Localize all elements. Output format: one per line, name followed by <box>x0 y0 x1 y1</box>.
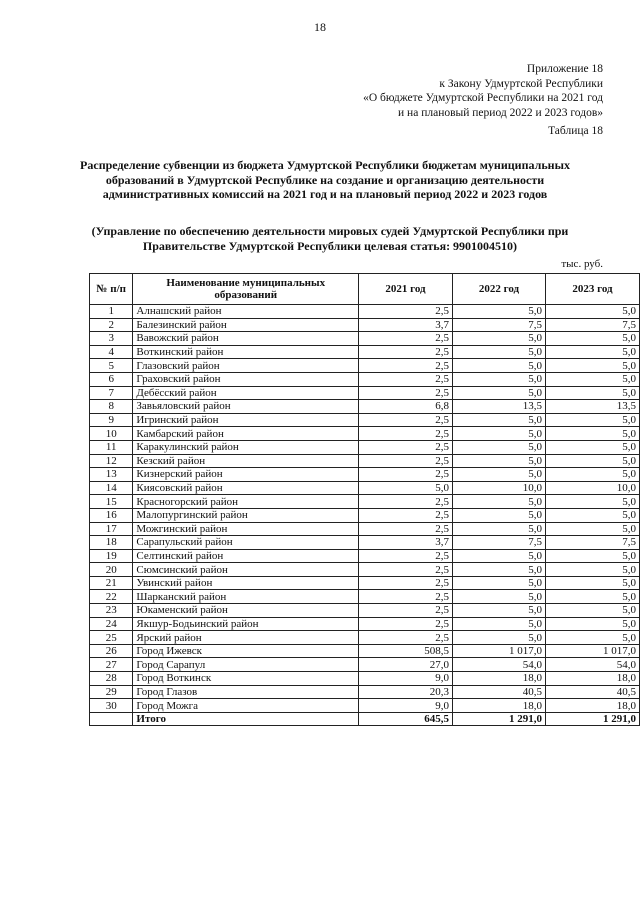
municipality-name: Вавожский район <box>133 332 359 346</box>
value-2022: 5,0 <box>453 508 546 522</box>
municipality-name: Город Ижевск <box>133 644 359 658</box>
value-2023: 18,0 <box>546 699 640 713</box>
row-number: 30 <box>90 699 133 713</box>
table-row <box>90 617 640 631</box>
table-row <box>90 359 640 373</box>
header-2022: 2022 год <box>453 274 546 305</box>
header-2023: 2023 год <box>546 274 640 305</box>
value-2023: 5,0 <box>546 332 640 346</box>
row-number: 24 <box>90 617 133 631</box>
annex-line: Приложение 18 <box>526 63 603 75</box>
value-2023: 1 017,0 <box>546 644 640 658</box>
value-2022: 5,0 <box>453 345 546 359</box>
value-2021: 2,5 <box>359 359 453 373</box>
value-2022: 1 291,0 <box>453 712 546 726</box>
row-number: 13 <box>90 468 133 482</box>
value-2022: 18,0 <box>453 672 546 686</box>
value-2023: 7,5 <box>546 536 640 550</box>
value-2021: 2,5 <box>359 440 453 454</box>
value-2021: 2,5 <box>359 563 453 577</box>
value-2021: 2,5 <box>359 413 453 427</box>
table-row <box>90 549 640 563</box>
value-2021: 2,5 <box>359 522 453 536</box>
document-title: Распределение субвенции из бюджета Удмуртской Республики бюджетам муниципальных образований в Удмуртской Республике на создание и организацию деятельности административных комиссий на 2021 год и на плановый период 2022 и 2023 годов <box>80 158 570 201</box>
distribution-table <box>89 273 640 726</box>
annex-line: к Закону Удмуртской Республики <box>439 77 603 90</box>
value-2022: 7,5 <box>453 536 546 550</box>
row-number: 2 <box>90 318 133 332</box>
value-2021: 2,5 <box>359 332 453 346</box>
value-2021: 2,5 <box>359 345 453 359</box>
row-number: 5 <box>90 359 133 373</box>
annex-line: и на плановый период 2022 и 2023 годов» <box>398 106 603 119</box>
table-row <box>90 427 640 441</box>
value-2021: 2,5 <box>359 508 453 522</box>
table-row <box>90 372 640 386</box>
municipality-name: Игринский район <box>133 413 359 427</box>
row-number: 16 <box>90 508 133 522</box>
row-number: 20 <box>90 563 133 577</box>
value-2023: 1 291,0 <box>546 712 640 726</box>
table-row <box>90 345 640 359</box>
municipality-name: Завьяловский район <box>133 400 359 414</box>
value-2021: 9,0 <box>359 672 453 686</box>
value-2022: 5,0 <box>453 372 546 386</box>
municipality-name: Киясовский район <box>133 481 359 495</box>
municipality-name: Малопургинский район <box>133 508 359 522</box>
value-2022: 5,0 <box>453 549 546 563</box>
value-2023: 5,0 <box>546 305 640 319</box>
value-2021: 9,0 <box>359 699 453 713</box>
value-2022: 5,0 <box>453 576 546 590</box>
value-2022: 5,0 <box>453 563 546 577</box>
total-row <box>90 712 640 726</box>
value-2021: 2,5 <box>359 549 453 563</box>
value-2022: 1 017,0 <box>453 644 546 658</box>
row-number: 27 <box>90 658 133 672</box>
units-label: тыс. руб. <box>561 258 603 270</box>
value-2022: 5,0 <box>453 305 546 319</box>
header-number: № п/п <box>90 274 133 305</box>
table-row <box>90 604 640 618</box>
value-2021: 2,5 <box>359 386 453 400</box>
municipality-name: Алнашский район <box>133 305 359 319</box>
municipality-name: Можгинский район <box>133 522 359 536</box>
value-2022: 5,0 <box>453 454 546 468</box>
value-2023: 5,0 <box>546 359 640 373</box>
row-number: 26 <box>90 644 133 658</box>
row-number: 8 <box>90 400 133 414</box>
value-2022: 10,0 <box>453 481 546 495</box>
table-row <box>90 631 640 645</box>
table-row <box>90 576 640 590</box>
value-2023: 5,0 <box>546 631 640 645</box>
value-2021: 27,0 <box>359 658 453 672</box>
municipality-name: Сарапульский район <box>133 536 359 550</box>
value-2023: 5,0 <box>546 604 640 618</box>
municipality-name: Камбарский район <box>133 427 359 441</box>
table-row <box>90 440 640 454</box>
value-2023: 5,0 <box>546 590 640 604</box>
row-number: 12 <box>90 454 133 468</box>
table-row <box>90 685 640 699</box>
total-label: Итого <box>133 712 359 726</box>
value-2023: 5,0 <box>546 563 640 577</box>
table-row <box>90 699 640 713</box>
municipality-name: Увинский район <box>133 576 359 590</box>
table-row <box>90 468 640 482</box>
annex-header <box>363 62 603 139</box>
value-2021: 2,5 <box>359 631 453 645</box>
value-2023: 10,0 <box>546 481 640 495</box>
row-number: 28 <box>90 672 133 686</box>
value-2023: 7,5 <box>546 318 640 332</box>
value-2021: 2,5 <box>359 576 453 590</box>
municipality-name: Кезский район <box>133 454 359 468</box>
value-2023: 5,0 <box>546 468 640 482</box>
annex-line: «О бюджете Удмуртской Республики на 2021 год <box>363 92 603 104</box>
row-number: 22 <box>90 590 133 604</box>
value-2022: 5,0 <box>453 522 546 536</box>
value-2023: 5,0 <box>546 549 640 563</box>
value-2021: 3,7 <box>359 318 453 332</box>
row-number: 11 <box>90 440 133 454</box>
value-2023: 5,0 <box>546 617 640 631</box>
municipality-name: Сюмсинский район <box>133 563 359 577</box>
value-2022: 40,5 <box>453 685 546 699</box>
table-row <box>90 644 640 658</box>
value-2022: 7,5 <box>453 318 546 332</box>
municipality-name: Город Можга <box>133 699 359 713</box>
table-row <box>90 386 640 400</box>
value-2021: 2,5 <box>359 427 453 441</box>
municipality-name: Балезинский район <box>133 318 359 332</box>
table-row <box>90 332 640 346</box>
municipality-name: Шарканский район <box>133 590 359 604</box>
value-2022: 18,0 <box>453 699 546 713</box>
header-name: Наименование муниципальных образований <box>133 274 359 305</box>
value-2021: 2,5 <box>359 604 453 618</box>
value-2021: 508,5 <box>359 644 453 658</box>
value-2022: 5,0 <box>453 631 546 645</box>
value-2023: 5,0 <box>546 372 640 386</box>
value-2022: 5,0 <box>453 359 546 373</box>
value-2023: 5,0 <box>546 440 640 454</box>
value-2023: 5,0 <box>546 508 640 522</box>
page-number: 18 <box>314 20 326 34</box>
value-2021: 2,5 <box>359 305 453 319</box>
value-2023: 13,5 <box>546 400 640 414</box>
municipality-name: Юкаменский район <box>133 604 359 618</box>
value-2022: 5,0 <box>453 332 546 346</box>
table-row <box>90 658 640 672</box>
municipality-name: Селтинский район <box>133 549 359 563</box>
table-row <box>90 672 640 686</box>
value-2023: 5,0 <box>546 345 640 359</box>
value-2021: 20,3 <box>359 685 453 699</box>
value-2022: 5,0 <box>453 440 546 454</box>
value-2023: 5,0 <box>546 454 640 468</box>
value-2022: 5,0 <box>453 495 546 509</box>
value-2021: 2,5 <box>359 590 453 604</box>
row-number: 25 <box>90 631 133 645</box>
row-number: 19 <box>90 549 133 563</box>
row-number: 14 <box>90 481 133 495</box>
value-2023: 5,0 <box>546 427 640 441</box>
value-2022: 5,0 <box>453 617 546 631</box>
value-2022: 5,0 <box>453 386 546 400</box>
row-number: 29 <box>90 685 133 699</box>
municipality-name: Граховский район <box>133 372 359 386</box>
municipality-name: Ярский район <box>133 631 359 645</box>
municipality-name: Город Сарапул <box>133 658 359 672</box>
value-2022: 5,0 <box>453 413 546 427</box>
value-2022: 54,0 <box>453 658 546 672</box>
table-label: Таблица 18 <box>548 125 603 137</box>
value-2021: 2,5 <box>359 617 453 631</box>
value-2023: 5,0 <box>546 413 640 427</box>
value-2023: 54,0 <box>546 658 640 672</box>
municipality-name: Город Глазов <box>133 685 359 699</box>
value-2022: 5,0 <box>453 590 546 604</box>
row-number: 23 <box>90 604 133 618</box>
municipality-name: Красногорский район <box>133 495 359 509</box>
value-2022: 5,0 <box>453 604 546 618</box>
table-row <box>90 522 640 536</box>
table-row <box>90 508 640 522</box>
table-header-row <box>90 274 640 305</box>
document-subtitle: (Управление по обеспечению деятельности мировых судей Удмуртской Республики при Правительстве Удмуртской Республики целевая статья: 9901004510) <box>91 224 569 253</box>
header-2021: 2021 год <box>359 274 453 305</box>
table-row <box>90 481 640 495</box>
value-2023: 40,5 <box>546 685 640 699</box>
value-2023: 5,0 <box>546 495 640 509</box>
value-2021: 3,7 <box>359 536 453 550</box>
value-2021: 2,5 <box>359 372 453 386</box>
value-2023: 5,0 <box>546 386 640 400</box>
value-2022: 13,5 <box>453 400 546 414</box>
value-2023: 18,0 <box>546 672 640 686</box>
municipality-name: Город Воткинск <box>133 672 359 686</box>
row-number: 10 <box>90 427 133 441</box>
row-number: 3 <box>90 332 133 346</box>
table-row <box>90 563 640 577</box>
value-2023: 5,0 <box>546 522 640 536</box>
row-number: 1 <box>90 305 133 319</box>
row-number <box>90 712 133 726</box>
value-2021: 6,8 <box>359 400 453 414</box>
value-2023: 5,0 <box>546 576 640 590</box>
row-number: 9 <box>90 413 133 427</box>
table-row <box>90 400 640 414</box>
table-row <box>90 536 640 550</box>
table-row <box>90 590 640 604</box>
value-2021: 645,5 <box>359 712 453 726</box>
table-row <box>90 495 640 509</box>
municipality-name: Якшур-Бодьинский район <box>133 617 359 631</box>
value-2021: 2,5 <box>359 468 453 482</box>
row-number: 6 <box>90 372 133 386</box>
row-number: 17 <box>90 522 133 536</box>
row-number: 7 <box>90 386 133 400</box>
value-2022: 5,0 <box>453 427 546 441</box>
value-2021: 2,5 <box>359 454 453 468</box>
value-2021: 2,5 <box>359 495 453 509</box>
value-2022: 5,0 <box>453 468 546 482</box>
table-row <box>90 454 640 468</box>
table-row <box>90 318 640 332</box>
row-number: 18 <box>90 536 133 550</box>
municipality-name: Каракулинский район <box>133 440 359 454</box>
municipality-name: Кизнерский район <box>133 468 359 482</box>
municipality-name: Воткинский район <box>133 345 359 359</box>
row-number: 21 <box>90 576 133 590</box>
municipality-name: Дебёсский район <box>133 386 359 400</box>
table-row <box>90 305 640 319</box>
table-row <box>90 413 640 427</box>
row-number: 15 <box>90 495 133 509</box>
row-number: 4 <box>90 345 133 359</box>
municipality-name: Глазовский район <box>133 359 359 373</box>
value-2021: 5,0 <box>359 481 453 495</box>
